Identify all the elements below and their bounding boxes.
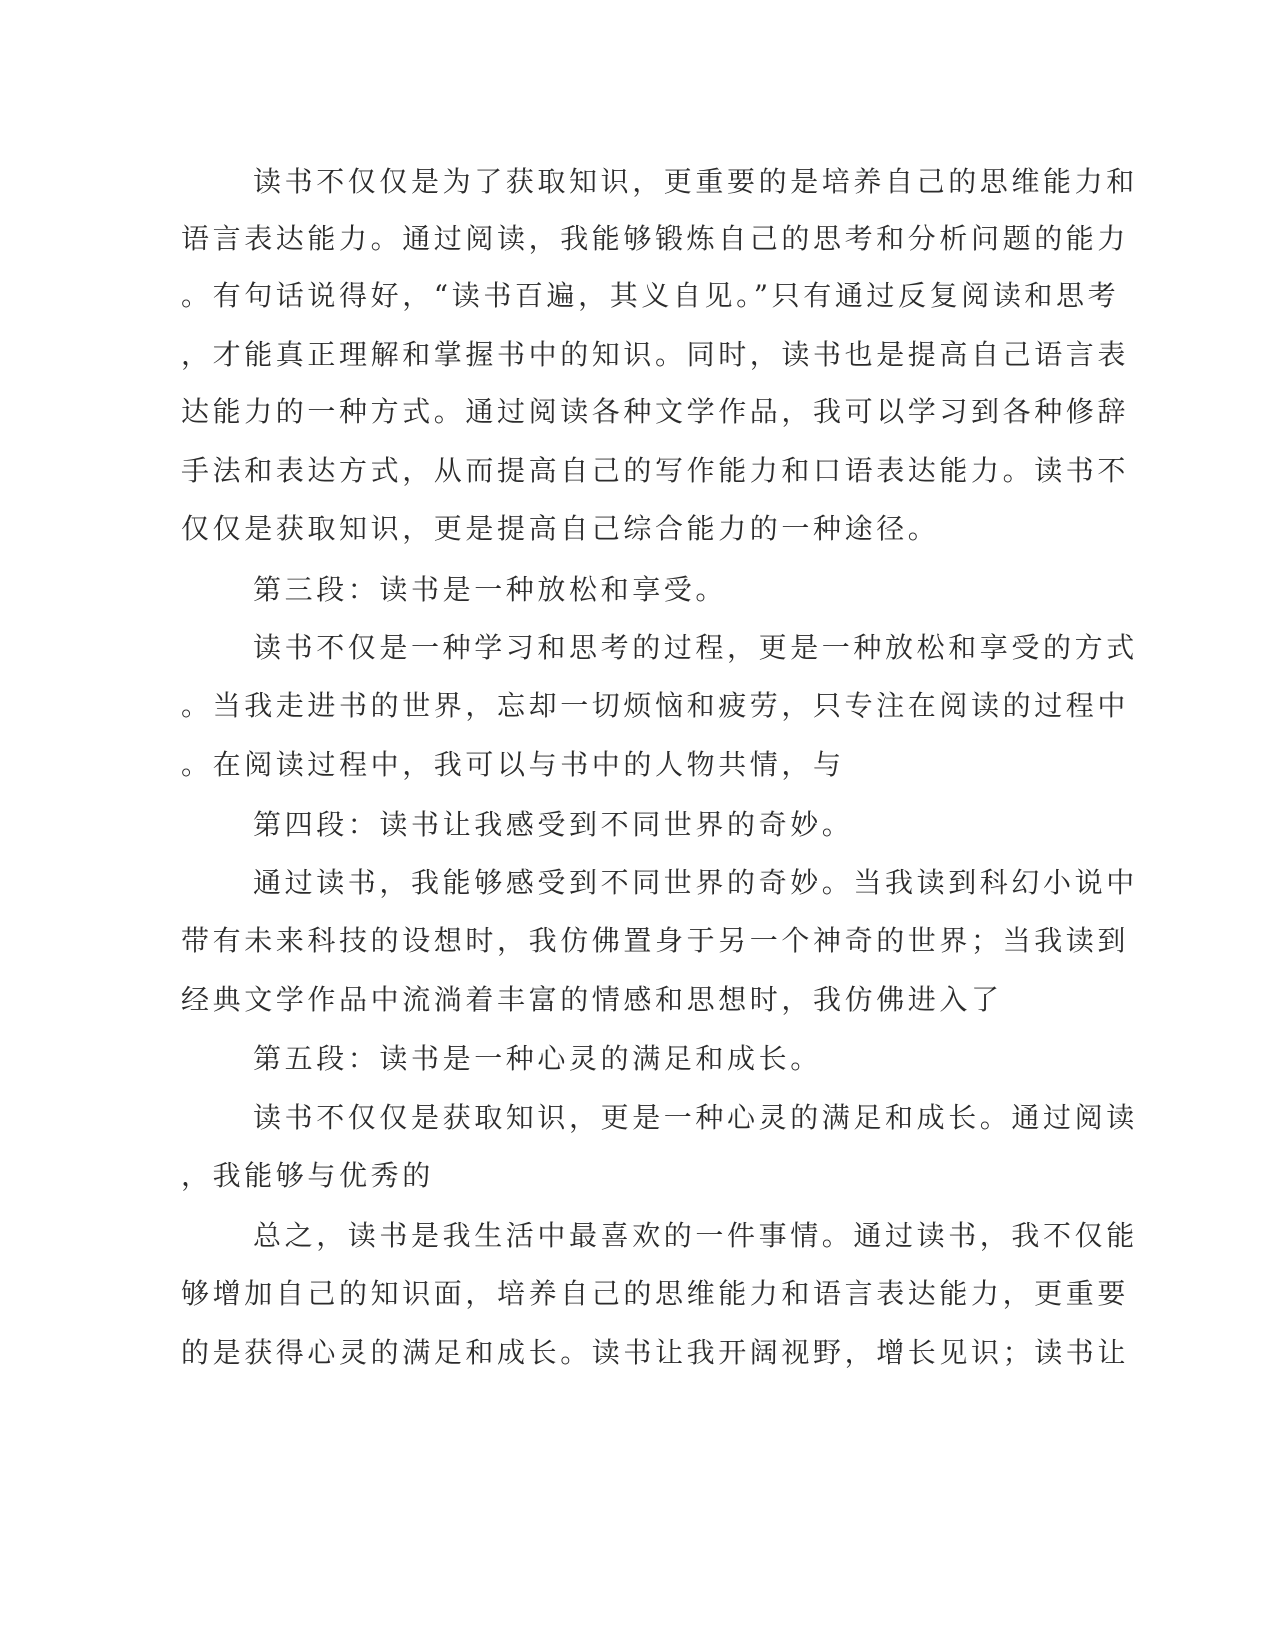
section-heading: 第五段：读书是一种心灵的满足和成长。: [253, 1042, 822, 1075]
text-line: 手法和表达方式，从而提高自己的写作能力和口语表达能力。读书不: [181, 454, 1130, 487]
text-line: ，才能真正理解和掌握书中的知识。同时，读书也是提高自己语言表: [181, 338, 1130, 371]
text-line: 。在阅读过程中，我可以与书中的人物共情，与: [181, 748, 845, 781]
text-line: 读书不仅仅是为了获取知识，更重要的是培养自己的思维能力和: [253, 165, 1138, 198]
text-line: 通过读书，我能够感受到不同世界的奇妙。当我读到科幻小说中: [253, 866, 1138, 899]
text-line: 带有未来科技的设想时，我仿佛置身于另一个神奇的世界；当我读到: [181, 924, 1130, 957]
text-line: 的是获得心灵的满足和成长。读书让我开阔视野，增长见识；读书让: [181, 1336, 1130, 1369]
text-line: 。当我走进书的世界，忘却一切烦恼和疲劳，只专注在阅读的过程中: [181, 689, 1130, 722]
text-line: 读书不仅是一种学习和思考的过程，更是一种放松和享受的方式: [253, 631, 1138, 664]
text-line: 语言表达能力。通过阅读，我能够锻炼自己的思考和分析问题的能力: [181, 222, 1130, 255]
text-line: 经典文学作品中流淌着丰富的情感和思想时，我仿佛进入了: [181, 983, 1003, 1016]
text-line: 总之，读书是我生活中最喜欢的一件事情。通过读书，我不仅能: [253, 1219, 1138, 1252]
text-line: 达能力的一种方式。通过阅读各种文学作品，我可以学习到各种修辞: [181, 395, 1130, 428]
text-line: 仅仅是获取知识，更是提高自己综合能力的一种途径。: [181, 512, 940, 545]
text-line: 。有句话说得好，“读书百遍，其义自见。”只有通过反复阅读和思考: [181, 279, 1120, 312]
text-line: 读书不仅仅是获取知识，更是一种心灵的满足和成长。通过阅读: [253, 1101, 1138, 1134]
section-heading: 第三段：读书是一种放松和享受。: [253, 573, 728, 606]
section-heading: 第四段：读书让我感受到不同世界的奇妙。: [253, 808, 854, 841]
text-line: ，我能够与优秀的: [181, 1159, 434, 1192]
text-line: 够增加自己的知识面，培养自己的思维能力和语言表达能力，更重要: [181, 1277, 1130, 1310]
